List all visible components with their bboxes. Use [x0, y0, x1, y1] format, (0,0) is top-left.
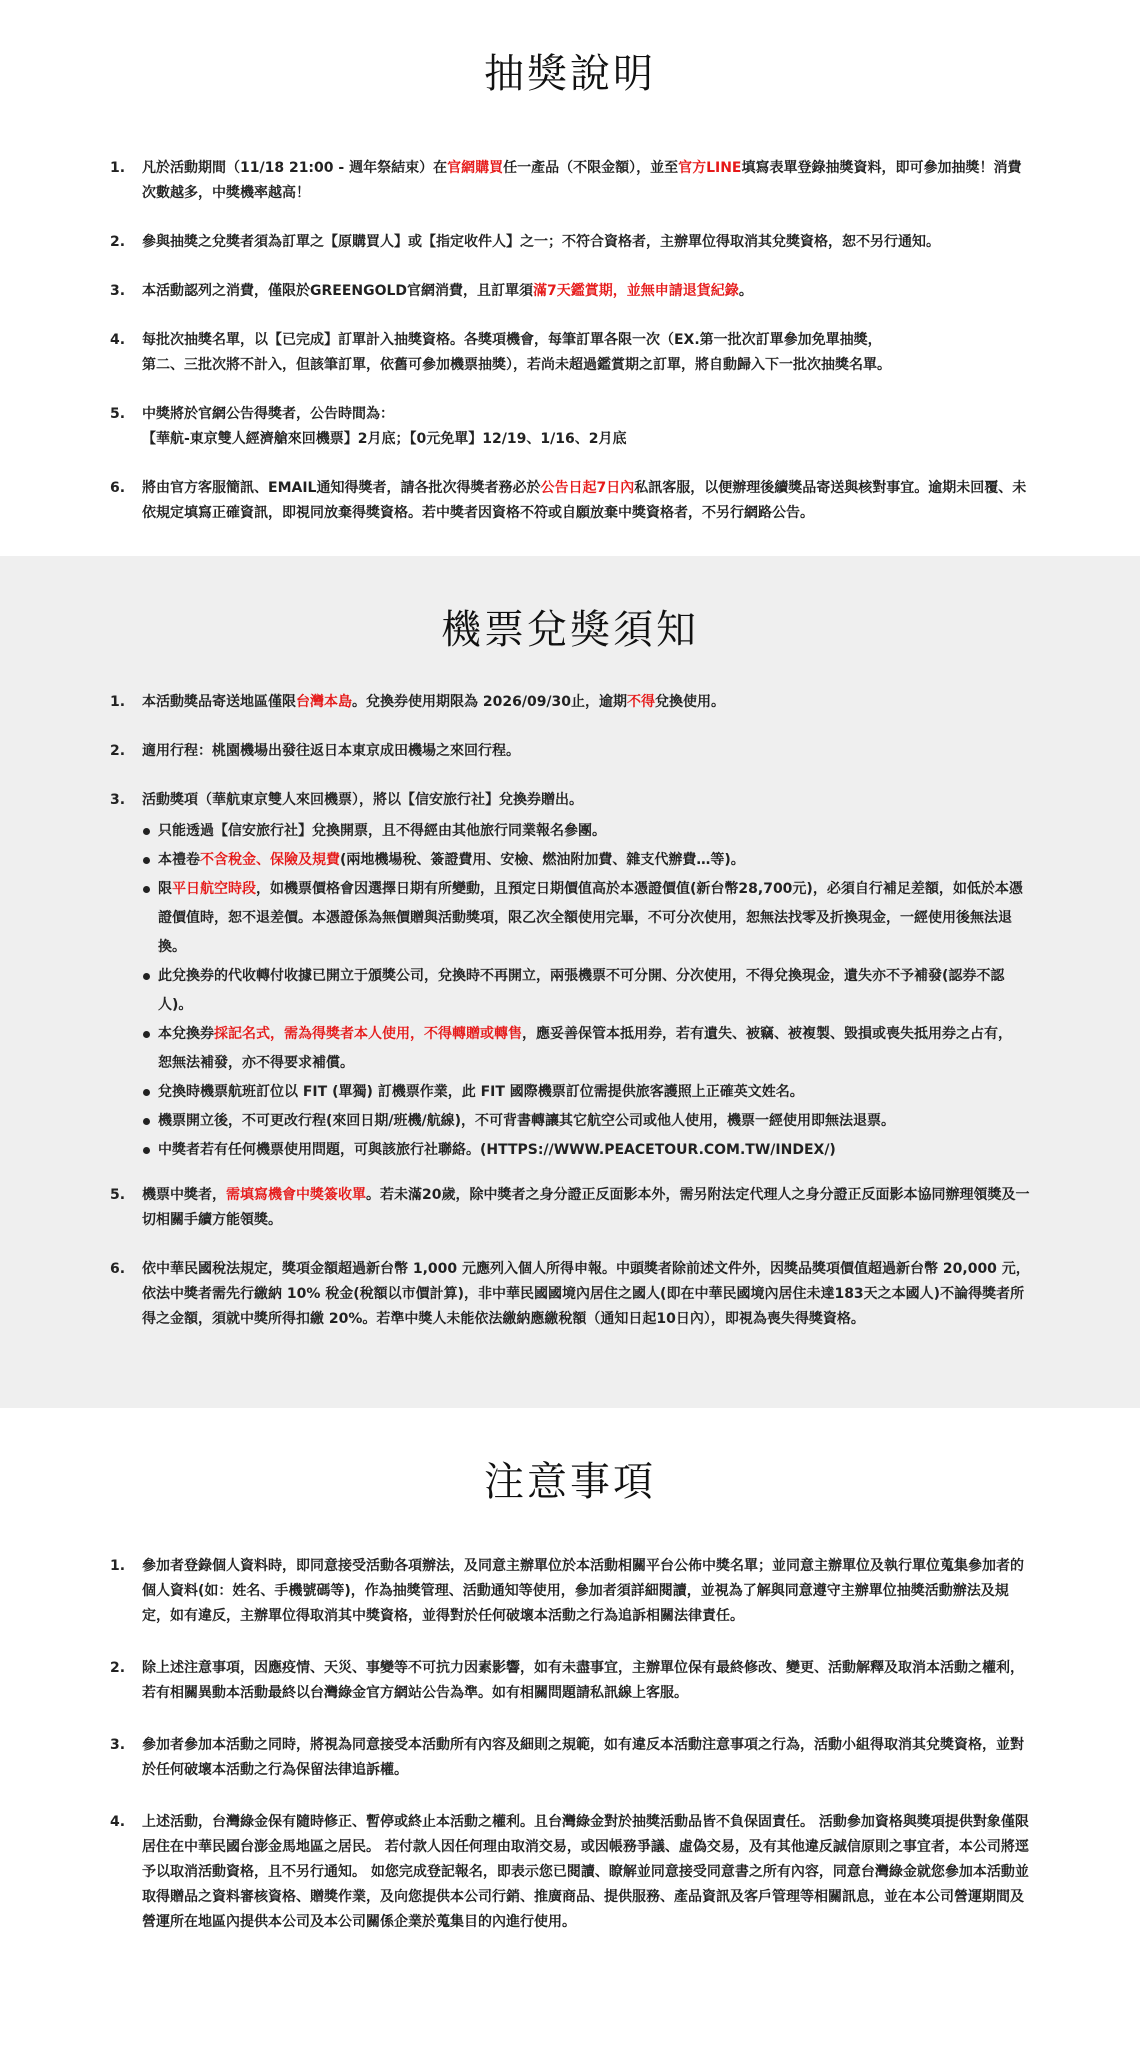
item-text: 私訊客服，以便辦理後續獎品寄送與核對事宜。逾期未回覆、未依規定填寫正確資訊，即視同放棄得獎資格。若中獎者因資格不符或自願放棄中獎資格者，不另行網路公告。 [142, 480, 1027, 521]
redemption-list [110, 690, 1030, 1332]
item-text: 上述活動，台灣綠金保有隨時修正、暫停或終止本活動之權利。且台灣綠金對於抽獎活動品皆不負保固責任。 活動參加資格與獎項提供對象僅限居住在中華民國台澎金馬地區之居民。 若付款人因任何理由取消交易，或因帳務爭議、虛偽交易，及有其他違反誠信原則之事宜者，本公司將逕予以取消活動資格，且不另行通知。 如您完成登記報名，即表示您已閱讀、瞭解並同意接受同意書之所有內容，同意台灣綠金就您參加本活動並取得贈品之資料審核資格、贈獎作業，及向您提供本公司行銷、推廣商品、提供服務、產品資訊及客戶管理等相關訊息，並在本公司營運期間及營運所在地區內提供本公司及本公司關係企業於蒐集目的內進行使用。 [142, 1814, 1029, 1930]
item-text: 。兌換券使用期限為 2026/09/30止，逾期 [352, 694, 628, 710]
item-number: 2. [110, 234, 126, 250]
list-item [110, 1656, 1030, 1706]
item-number: 6. [110, 480, 126, 496]
bullet-item [142, 817, 1030, 846]
highlight-text: 不得 [627, 694, 656, 710]
list-item [110, 690, 1030, 715]
item-number: 5. [110, 406, 126, 422]
item-text: 本活動獎品寄送地區僅限 [142, 694, 296, 710]
list-item [110, 1810, 1030, 1935]
highlight-text: 採記名式，需為得獎者本人使用，不得轉贈或轉售 [214, 1026, 522, 1042]
bullet-text: 只能透過【信安旅行社】兌換開票，且不得經由其他旅行同業報名參團。 [158, 823, 606, 839]
highlight-text: 官方LINE [678, 160, 742, 176]
highlight-text: 公告日起7日內 [540, 480, 635, 496]
item-number: 4. [110, 1814, 126, 1830]
item-text-line: 【華航-東京雙人經濟艙來回機票】2月底；【0元免單】12/19、1/16、2月底 [142, 431, 627, 447]
item-number: 1. [110, 1558, 126, 1574]
highlight-text: 官網購買 [447, 160, 504, 176]
item-number: 3. [110, 1737, 126, 1753]
item-text: 機票中獎者， [142, 1187, 226, 1203]
list-item [110, 476, 1030, 526]
bullet-item [142, 1107, 1030, 1136]
notes-section [0, 1408, 1140, 2071]
item-text: 將由官方客服簡訊、EMAIL通知得獎者，請各批次得獎者務必於 [142, 480, 541, 496]
bullet-item [142, 846, 1030, 875]
item-number: 5. [110, 1187, 126, 1203]
section-title: 注意事項 [484, 1459, 656, 1505]
item-number: 2. [110, 1660, 126, 1676]
bullet-text: 兌換時機票航班訂位以 FIT (單獨) 訂機票作業，此 FIT 國際機票訂位需提供旅客護照上正確英文姓名。 [158, 1084, 804, 1100]
list-item [110, 1733, 1030, 1783]
item-number: 3. [110, 283, 126, 299]
lottery-rules-section [0, 0, 1140, 556]
item-text: 參加者登錄個人資料時，即同意接受活動各項辦法，及同意主辦單位於本活動相關平台公佈中獎名單；並同意主辦單位及執行單位蒐集參加者的個人資料(如：姓名、手機號碼等)，作為抽獎管理、活動通知等使用，參加者須詳細閱讀，並視為了解與同意遵守主辦單位抽獎活動辦法及規定，如有違反，主辦單位得取消其中獎資格，並得對於任何破壞本活動之行為追訴相關法律責任。 [142, 1558, 1024, 1624]
item-text: 本活動認列之消費，僅限於GREENGOLD官網消費，且訂單須 [142, 283, 534, 299]
item-number: 4. [110, 332, 126, 348]
item-text-line: 第二、三批次將不計入，但該筆訂單，依舊可參加機票抽獎），若尚未超過鑑賞期之訂單，將自動歸入下一批次抽獎名單。 [142, 357, 891, 373]
item-text: 依中華民國稅法規定，獎項金額超過新台幣 1,000 元應列入個人所得申報。中頭獎者除前述文件外，因獎品獎項價值超過新台幣 20,000 元，依法中獎者需先行繳納 10% 稅金(稅額以市價計算)，非中華民國國境內居住之國人(即在中華民國境內居住未達183天之本國人)不論得獎者所得之金額，須就中獎所得扣繳 20%。若準中獎人未能依法繳納應繳稅額（通知日起10日內），即視為喪失得獎資格。 [142, 1261, 1030, 1327]
highlight-text: 台灣本島 [296, 694, 352, 710]
bullet-text: 限 [158, 881, 172, 897]
item-text-line: 每批次抽獎名單，以【已完成】訂單計入抽獎資格。各獎項機會，每筆訂單各限一次（EX.第一批次訂單參加免單抽獎， [142, 332, 882, 348]
bullet-text: 機票開立後，不可更改行程(來回日期/班機/航線)，不可背書轉讓其它航空公司或他人使用，機票一經使用即無法退票。 [158, 1113, 896, 1129]
bullet-text: 本禮卷 [158, 852, 200, 868]
bullet-text: 此兌換券的代收轉付收據已開立于頒獎公司，兌換時不再開立，兩張機票不可分開、分次使用，不得兌換現金，遺失亦不予補發(認券不認人)。 [158, 968, 1005, 1013]
item-text: 。 [738, 283, 753, 299]
item-text: 除上述注意事項，因應疫情、天災、事變等不可抗力因素影響，如有未盡事宜，主辦單位保有最終修改、變更、活動解釋及取消本活動之權利，若有相關異動本活動最終以台灣綠金官方網站公告為準。如有相關問題請私訊線上客服。 [142, 1660, 1024, 1701]
item-text: 填寫表單登錄抽獎資料，即可參加抽獎！消費次數越多，中獎機率越高！ [142, 160, 1022, 201]
bullet-text: 本兌換券 [158, 1026, 214, 1042]
bullet-text: (兩地機場稅、簽證費用、安檢、燃油附加費、雜支代辦費…等)。 [340, 852, 745, 868]
highlight-text: 不含稅金、保險及規費 [200, 852, 340, 868]
item-text: 參加者參加本活動之同時，將視為同意接受本活動所有內容及細則之規範，如有違反本活動注意事項之行為，活動小組得取消其兌獎資格，並對於任何破壞本活動之行為保留法律追訴權。 [142, 1737, 1024, 1778]
highlight-text: 需填寫機會中獎簽收單 [226, 1187, 366, 1203]
ticket-redemption-section [0, 556, 1140, 1408]
item-text: 活動獎項（華航東京雙人來回機票），將以【信安旅行社】兌換券贈出。 [142, 792, 583, 808]
item-text: 。若未滿20歲，除中獎者之身分證正反面影本外，需另附法定代理人之身分證正反面影本協同辦理領獎及一切相關手續方能領獎。 [142, 1187, 1030, 1228]
item-number: 1. [110, 160, 126, 176]
section-title: 機票兌獎須知 [441, 607, 699, 653]
item-text: 適用行程：桃園機場出發往返日本東京成田機場之來回行程。 [142, 743, 520, 759]
item-number: 2. [110, 743, 126, 759]
item-number: 6. [110, 1261, 126, 1277]
list-item [110, 739, 1030, 764]
list-item [110, 1257, 1030, 1332]
bullet-text: ，應妥善保管本抵用券，若有遺失、被竊、被複製、毀損或喪失抵用券之占有， 恕無法補發，亦不得要求補償。 [158, 1026, 1012, 1071]
list-item [110, 1554, 1030, 1629]
bullet-item [142, 1136, 1030, 1165]
item-text-line: 中獎將於官網公告得獎者，公告時間為： [142, 406, 394, 422]
section-title: 抽獎說明 [484, 51, 656, 97]
bullet-item [142, 875, 1030, 962]
rules-list [110, 156, 1030, 526]
highlight-text: 平日航空時段 [172, 881, 256, 897]
bullet-list [142, 817, 1030, 1165]
highlight-text: 滿7天鑑賞期，並無申請退貨紀錄 [533, 283, 739, 299]
item-text: 任一產品（不限金額），並至 [503, 160, 679, 176]
bullet-item [142, 1020, 1030, 1078]
item-number: 3. [110, 792, 126, 808]
list-item [110, 328, 1030, 378]
bullet-item [142, 962, 1030, 1020]
item-text: 參與抽獎之兌獎者須為訂單之【原購買人】或【指定收件人】之一；不符合資格者，主辦單位得取消其兌獎資格，恕不另行通知。 [142, 234, 940, 250]
bullet-item [142, 1078, 1030, 1107]
notes-list [110, 1554, 1030, 1935]
item-text: 兌換使用。 [655, 694, 726, 710]
list-item [110, 279, 1030, 304]
item-text: 凡於活動期間（11/18 21:00 - 週年祭結束）在 [142, 160, 448, 176]
bullet-text: 中獎者若有任何機票使用問題，可與該旅行社聯絡。(HTTPS://WWW.PEACETOUR.COM.TW/INDEX/) [158, 1142, 836, 1158]
list-item [110, 402, 1030, 452]
bullet-text: ，如機票價格會因選擇日期有所變動，且預定日期價值高於本憑證價值(新台幣28,700元)，必須自行補足差額，如低於本憑證價值時，恕不退差價。本憑證係為無價贈與活動獎項，限乙次全額使用完畢，不可分次使用，恕無法找零及折換現金，一經使用後無法退換。 [158, 881, 1023, 955]
list-item [110, 1183, 1030, 1233]
list-item [110, 230, 1030, 255]
item-number: 1. [110, 694, 126, 710]
list-item [110, 156, 1030, 206]
list-item [110, 788, 1030, 1165]
